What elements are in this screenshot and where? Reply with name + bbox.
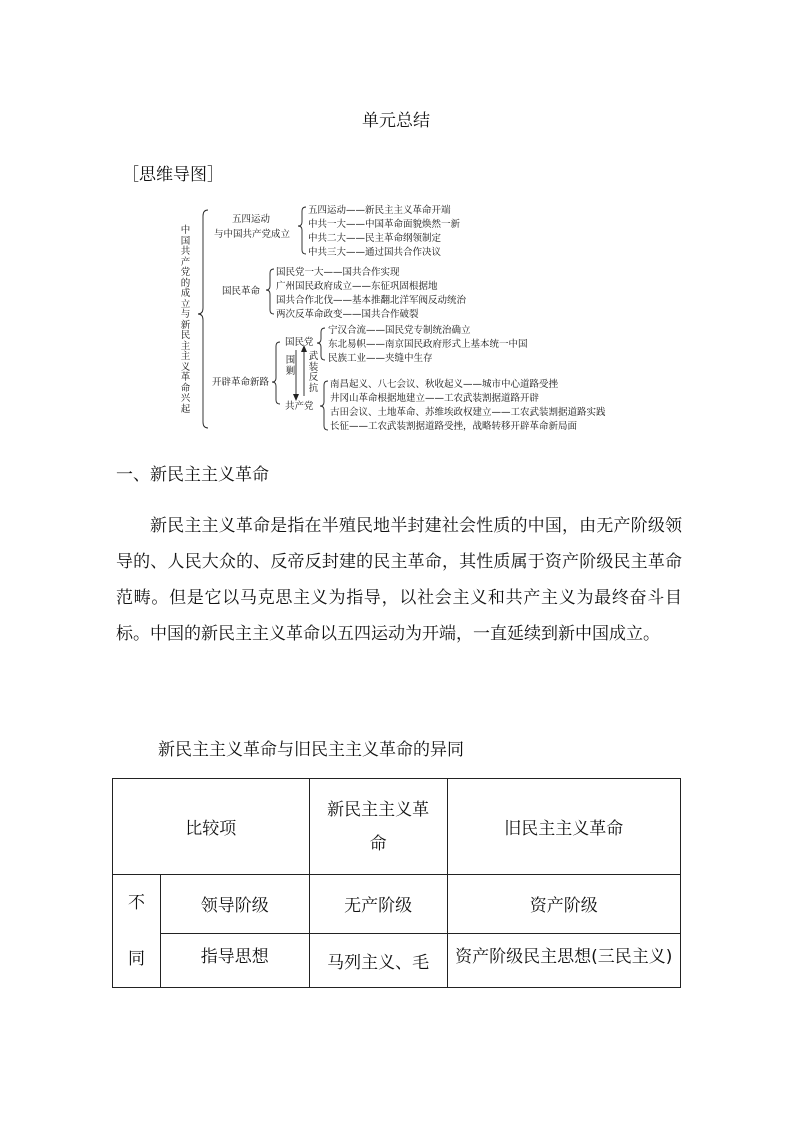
branch2-item: 国共合作北伐——基本推翻北洋军阀反动统治 [276,295,467,306]
page-title: 单元总结 [362,111,430,131]
table-cell: 无产阶级 [309,875,447,934]
ccp-item: 井冈山革命根据地建立——工农武装割据道路开辟 [330,393,540,404]
kmt-item: 宁汉合流——国民党专制统治确立 [328,325,471,336]
table-header-row [113,779,681,875]
wuzhuang-label: 武装反抗 [308,351,319,394]
mindmap-root: 中国共产党的成立与新民主主义革命兴起 [180,225,191,415]
ccp-item: 长征——工农武装割据道路受挫，战略转移开辟革命新局面 [330,421,578,432]
body-paragraph: 新民主主义革命是指在半殖民地半封建社会性质的中国，由无产阶级领导的、人民大众的、反帝反封建的民主革命，其性质属于资产阶级民主革命范畴。但是它以马克思主义为指导，以社会主义和共产主义为最终奋斗目标。中国的新民主主义革命以五四运动为开端，一直延续到新中国成立。 [116,516,682,644]
branch3-label: 开辟革命新路 [212,377,270,388]
header-cell: 新民主主义革命 [309,779,447,875]
ccp-label: 共产党 [285,401,314,412]
branch1-label-line2: 与中国共产党成立 [214,229,291,240]
kmt-item: 民族工业——夹缝中生存 [328,353,433,364]
header-cell: 旧民主主义革命 [447,779,680,875]
branch2-item: 国民党一大——国共合作实现 [276,267,400,278]
table-cell: 马列主义、毛 [309,933,447,987]
table-row [113,933,681,987]
branch2-label: 国民革命 [222,286,261,297]
branch1-item: 中共三大——通过国共合作决议 [308,247,442,258]
mindmap-label: ［思维导图］ [122,165,224,185]
branch1-item: 中共一大——中国革命面貌焕然一新 [308,219,461,230]
table-row [113,875,681,934]
ccp-item: 南昌起义、八七会议、秋收起义——城市中心道路受挫 [330,379,559,390]
branch1-item: 五四运动——新民主主义革命开端 [308,205,451,216]
ccp-item: 古田会议、土地革命、苏维埃政权建立——工农武装割据道路实践 [330,407,606,418]
group-cell: 不同 [113,875,161,988]
branch1-label-line1: 五四运动 [232,214,271,225]
comparison-table [112,778,681,988]
table-caption: 新民主主义革命与旧民主主义革命的异同 [158,740,464,760]
header-cell: 比较项 [113,779,310,875]
weijiao-label: 围剿 [285,355,296,377]
kmt-label: 国民党 [285,337,314,348]
section-heading: 一、新民主主义革命 [116,465,269,485]
branch2-item: 两次反革命政变——国共合作破裂 [276,309,419,320]
mind-map [168,200,638,440]
table-cell: 指导思想 [161,933,310,987]
table-cell: 资产阶级民主思想(三民主义) [447,933,680,987]
kmt-item: 东北易帜——南京国民政府形式上基本统一中国 [328,339,528,350]
table-cell: 资产阶级 [447,875,680,934]
table-cell: 领导阶级 [161,875,310,934]
branch2-item: 广州国民政府成立——东征巩固根据地 [276,281,438,292]
branch1-item: 中共二大——民主革命纲领制定 [308,233,442,244]
